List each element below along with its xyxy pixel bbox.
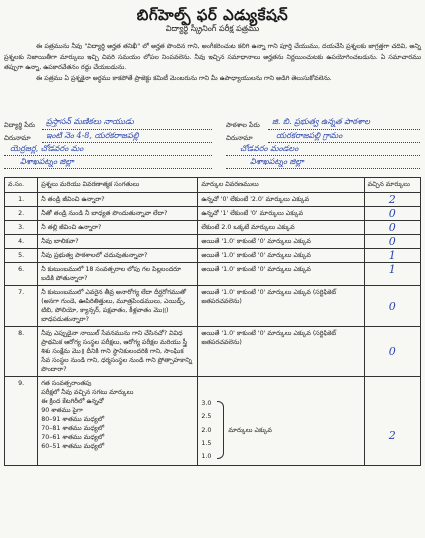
q9-line: 90 శాతము పైగా — [41, 407, 83, 414]
school-name-line[interactable] — [268, 129, 420, 130]
q9-line: గత సంవత్సరాంతపు — [41, 380, 92, 387]
row-score[interactable]: 0 — [364, 286, 420, 327]
row-marks-rule: అయితే '1.0' కాకుంటే '0' మార్కులు ఎక్కువ (సర్టిఫికెట్ జతపరచవలెను) — [198, 327, 364, 377]
row-marks-rule: అయితే '1.0' కాకుంటే '0' మార్కులు ఎక్కువ (సర్టిఫికెట్ జతపరచవలెను) — [198, 286, 364, 327]
table-row — [5, 235, 421, 249]
instructions — [4, 42, 421, 84]
row-score[interactable]: 0 — [364, 207, 420, 221]
header-marks-obtained: వచ్చిన మార్కులు — [364, 178, 420, 193]
row-question: నీతో తండ్రి నుండి నీ బాధ్యత పొందుతున్నావా లేదా? — [38, 207, 198, 221]
row-marks-rule: ఉన్నచో '1' లేకుంటే '0' మార్కులు ఎక్కువ — [198, 207, 364, 221]
address-line-2[interactable] — [4, 155, 212, 156]
school-address-value-2: చోడవరం మండలం — [240, 144, 299, 153]
row-number: 9. — [5, 377, 38, 466]
q9-line: 70–81 శాతము మధ్యలో — [41, 425, 105, 432]
row-score[interactable]: 0 — [364, 235, 420, 249]
brace-icon — [217, 401, 224, 459]
header-marks-rule: మార్కుల వివరణములు — [198, 178, 364, 193]
scale-value: 2.0 — [201, 426, 212, 434]
row-marks-rule: లేకుంటే 2.0 ఒక్కటే మార్కులు ఎక్కువ — [198, 221, 364, 235]
address-label: చిరునామా — [4, 134, 31, 142]
marks-scale — [201, 397, 360, 463]
instructions-para-1: ఈ పత్రమును నీవు "విద్యార్థి అర్హత తనిఖీ" లో అర్హత పొందిన గాని, అంగీకరించుట కలిగి ఉన్నా గాని పూర్తి చేయుము, దయచేసి ప్రశ్నలకు జాగ్రత్తగా చదివి, అన్ని ప్రశ్నలకు నిజాయితీగా మార్కులు ఇచ్చి చివరి సమయం లోపల నింపవలెను. నీవు ఇచ్చిన సమాధానాలు అర్హతను నిర్ణయించుటకు ఉపయోగించబడును. ఏ సమాచారము తప్పుగా ఉన్నా, ఉపకారవేతనం రద్దు చేయబడును. — [4, 43, 421, 72]
student-name-value: ప్రస్తాసన్ మణికలు నాయుడు — [46, 117, 134, 126]
row-question: నీ తండ్రి జీవించి ఉన్నారా? — [38, 193, 198, 207]
q9-line: పరీక్షలో నీవు వచ్చిన సగటు మార్కులు — [41, 389, 134, 396]
scale-value: 1.5 — [201, 439, 212, 447]
row-number: 5. — [5, 249, 38, 263]
row-question: నీవు బాలికవా? — [38, 235, 198, 249]
school-address-line-3[interactable] — [226, 168, 420, 169]
row-score[interactable]: 1 — [364, 263, 420, 286]
row-number: 8. — [5, 327, 38, 377]
table-row — [5, 207, 421, 221]
header-serial: వ.సం. — [5, 178, 38, 193]
table-row — [5, 327, 421, 377]
form-subtitle: విద్యార్థి స్క్రీనింగ్ పరీక్ష పత్రము — [165, 24, 260, 33]
scale-values — [201, 397, 215, 463]
school-address-value-1: యరకరాజపల్లి గ్రామం — [276, 131, 343, 140]
q9-line: 60–51 శాతము మధ్యలో — [41, 443, 105, 450]
school-name-label: పాఠశాల పేరు — [226, 121, 260, 129]
school-address-value-3: విశాఖపట్నం జిల్లా — [250, 157, 304, 166]
school-address-label: చిరునామా — [226, 134, 253, 142]
address-line-3[interactable] — [4, 168, 212, 169]
table-row — [5, 263, 421, 286]
table-row — [5, 249, 421, 263]
row-number: 2. — [5, 207, 38, 221]
row-score[interactable]: 2 — [364, 193, 420, 207]
row-question: నీ కుటుంబములో 18 సంవత్సరాల లోపు గల పిల్లలందరూ బడికి పోతున్నారా? — [38, 263, 198, 286]
row-score[interactable]: 2 — [364, 377, 420, 466]
school-address-line-2[interactable] — [226, 155, 420, 156]
row-number: 3. — [5, 221, 38, 235]
scale-rule-text: మార్కులు ఎక్కువ — [228, 426, 272, 434]
q9-line: ఈ క్రింద కేటగిరీలో ఉన్నచో — [41, 398, 104, 405]
row-score[interactable]: 1 — [364, 249, 420, 263]
row-question: నీ కుటుంబములో ఎవరైన తీవ్ర అనారోగ్య లేదా దీర్ఘరోగముతో (అనగా గుండె, ఊపిరితిత్తులు, మూత్రపిండములు, ఎయిడ్స్, టిబి, పోలియో, క్యాన్సర్, పక్షవాతం, కీళ్లవాతం మొ॥) బాధపడుతున్నారా? — [38, 286, 198, 327]
row-number: 4. — [5, 235, 38, 249]
q9-line: 70–61 శాతము మధ్యలో — [41, 434, 105, 441]
student-name-label: విద్యార్థి పేరు — [4, 121, 36, 129]
row-marks-rule: అయితే '1.0' కాకుంటే '0' మార్కులు ఎక్కువ — [198, 249, 364, 263]
row-marks-rule: అయితే '1.0' కాకుంటే '0' మార్కులు ఎక్కువ — [198, 263, 364, 286]
scale-value: 1.0 — [201, 453, 212, 460]
address-value-1: ఇంటి నెం 4-8, యరకరాజపల్లి — [46, 131, 139, 140]
row-question — [38, 377, 198, 466]
row-marks-rule: అయితే '1.0' కాకుంటే '0' మార్కులు ఎక్కువ — [198, 235, 364, 249]
address-value-2: యెర్రజర్ల, చోడవరం మం — [10, 144, 84, 153]
table-row — [5, 221, 421, 235]
row-score[interactable]: 0 — [364, 221, 420, 235]
scoring-table — [4, 177, 421, 466]
table-row — [5, 286, 421, 327]
school-address-line-1[interactable] — [268, 142, 420, 143]
header-question: ప్రశ్నలు మరియు వివరణాత్మక సంగతులు — [38, 178, 198, 193]
table-row — [5, 193, 421, 207]
row-marks-rule — [198, 377, 364, 466]
row-number: 6. — [5, 263, 38, 286]
scale-value: 3.0 — [201, 400, 212, 407]
row-number: 1. — [5, 193, 38, 207]
table-header-row — [5, 178, 421, 193]
scale-value: 2.5 — [201, 413, 212, 421]
address-value-3: విశాఖపట్నం జిల్లా — [20, 157, 74, 166]
instructions-para-2: ఈ పత్రము ఏ ప్రశ్నకైనా అర్థము కాకపోతే ప్రాజెక్టు కమిటీ మెంబరును గాని మీ ఉపాధ్యాయులను గాని అడిగి తెలుసుకోవలెను. — [36, 74, 332, 82]
row-number: 7. — [5, 286, 38, 327]
q9-line: 80–91 శాతము మధ్యలో — [41, 416, 105, 423]
student-name-line[interactable] — [42, 129, 212, 130]
address-line-1[interactable] — [42, 142, 212, 143]
row-question: నీ తల్లి జీవించి ఉన్నారా? — [38, 221, 198, 235]
school-name-value: జి. బి. ప్రభుత్వ ఉన్నత పాఠశాల — [272, 117, 370, 126]
form-title: బిగ్‌హెల్ప్ ఫర్ ఎడ్యుకేషన్ — [136, 6, 289, 24]
row-score[interactable]: 0 — [364, 327, 420, 377]
row-question: నీవు ప్రభుత్వ పాఠశాలలో చదువుతున్నావా? — [38, 249, 198, 263]
table-row — [5, 377, 421, 466]
row-question: నీవు ఎప్పుడైనా నాయిల్ సేవనమును గాని చేసినచో? వివిధ ప్రాథమిక ఆరోగ్య సంస్థల పరీక్షలు, ఆరోగ్య పరీక్షల మరియు స్త్రీ శిశు సంక్షేమ మొ॥ దీనికి గాని స్థానికులందరికి గాని, సాంఘిక సేవ సంస్థల నుండి గాని, ధర్మసంస్థల నుండి గాని ప్రోత్సాహకాన్ని పొందారా? — [38, 327, 198, 377]
row-marks-rule: ఉన్నచో '0' లేకుంటే '2.0' మార్కులు ఎక్కువ — [198, 193, 364, 207]
